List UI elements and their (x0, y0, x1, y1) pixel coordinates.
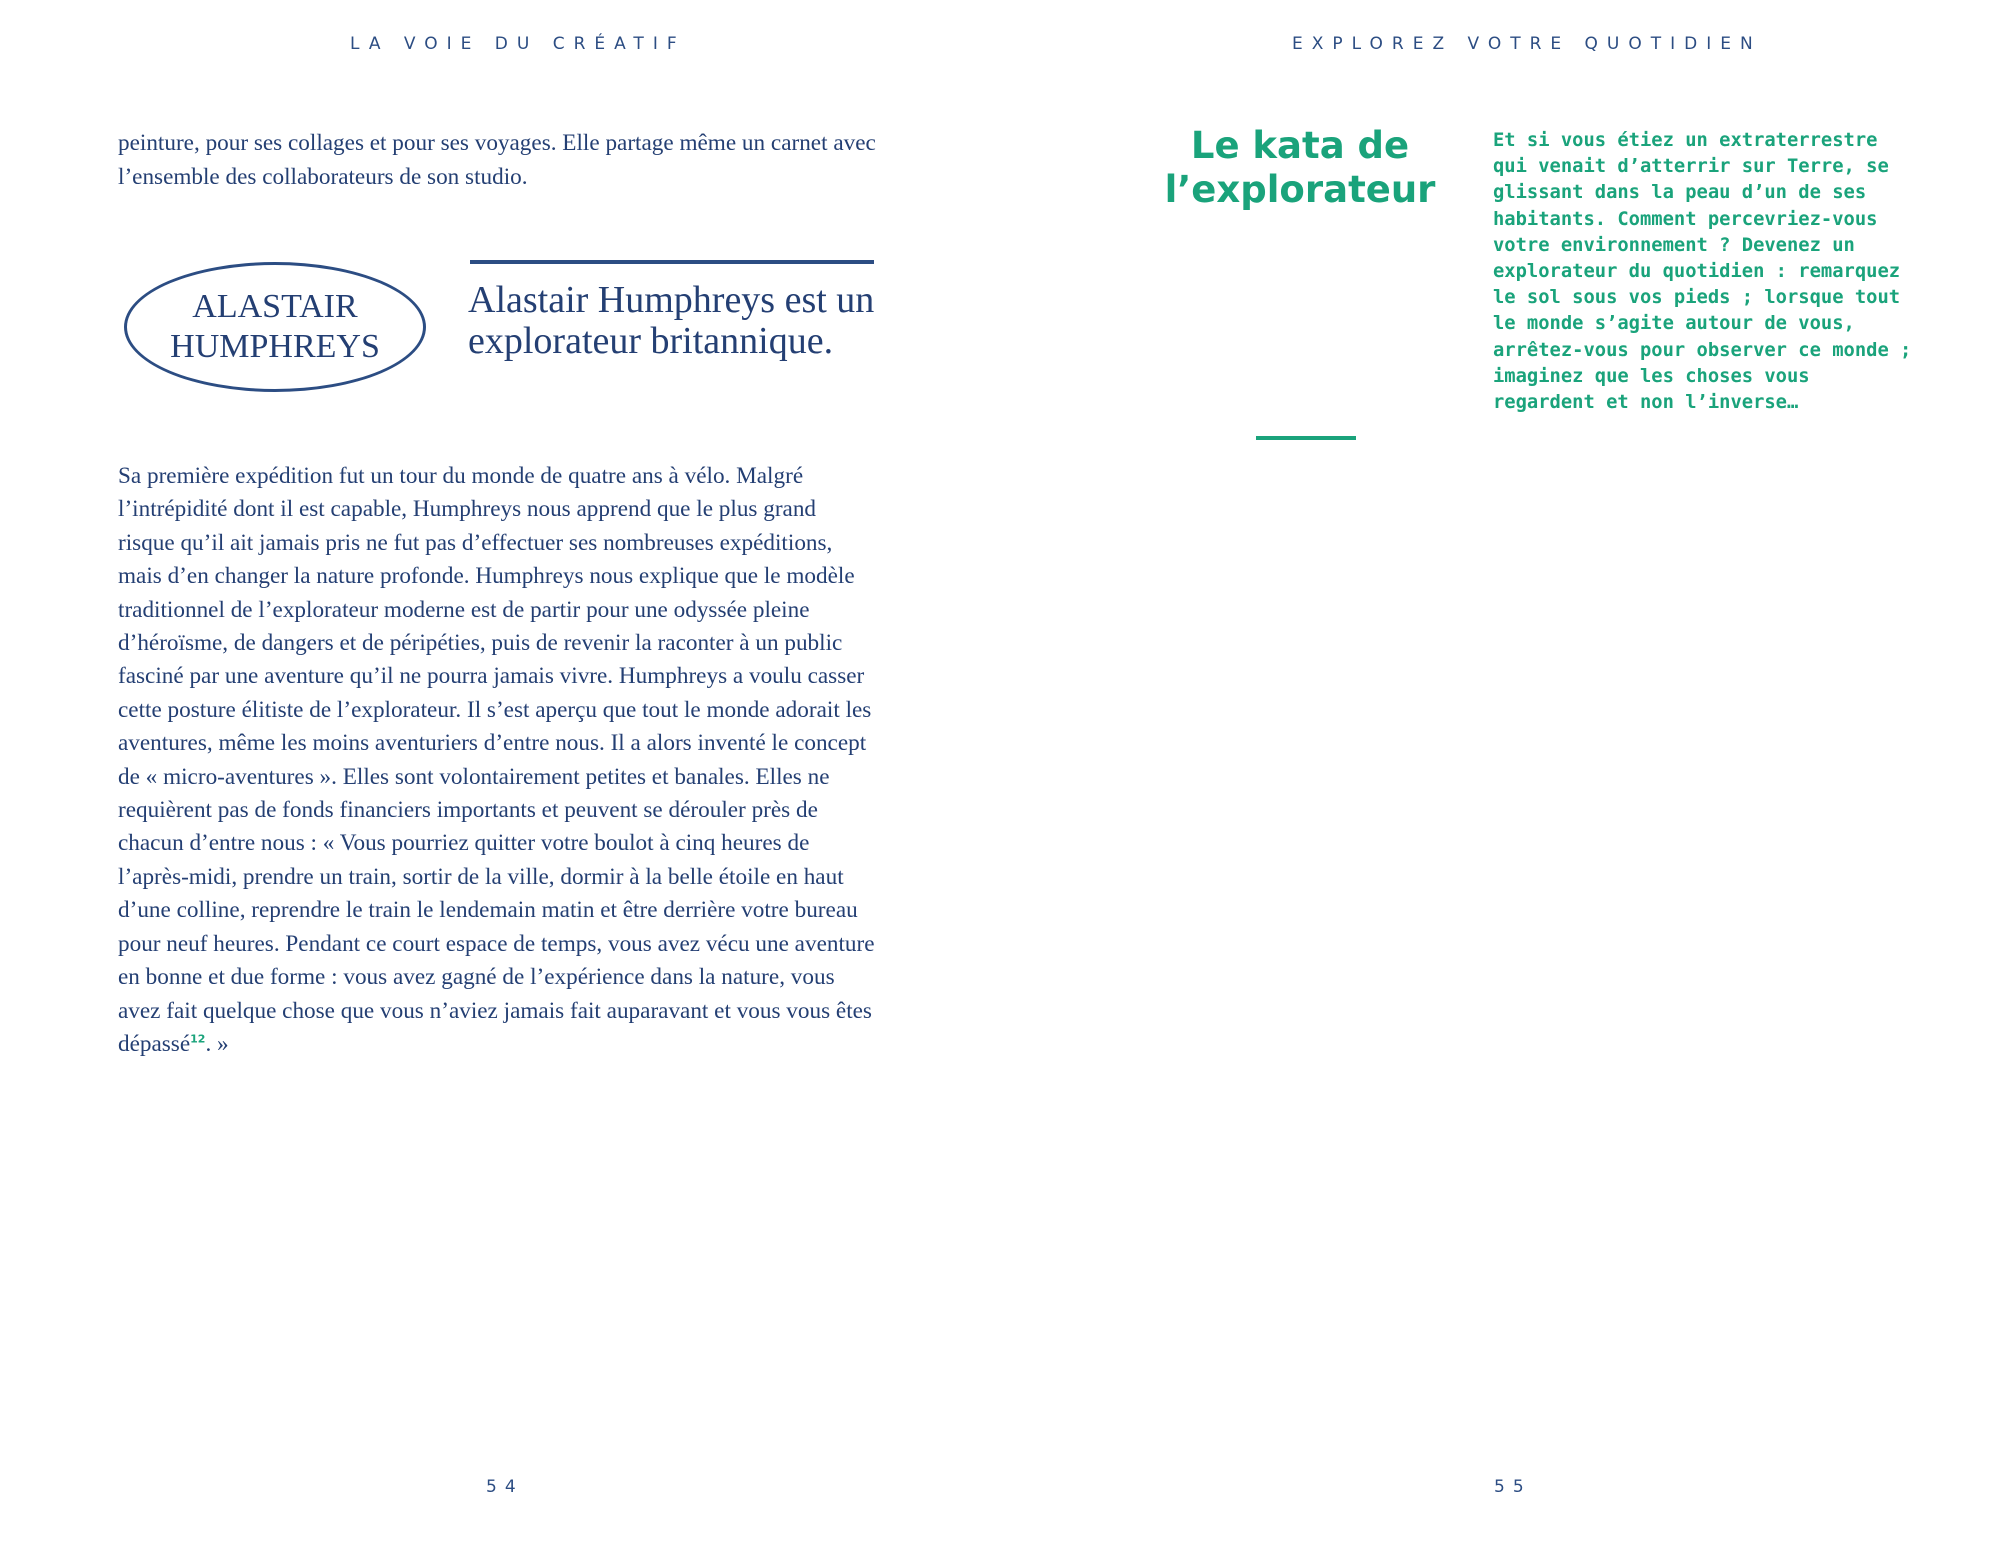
page-number-right: 55 (1494, 1477, 1532, 1497)
running-head-left: LA VOIE DU CRÉATIF (350, 34, 686, 54)
running-head-right: EXPLOREZ VOTRE QUOTIDIEN (1292, 34, 1762, 54)
body-paragraph (118, 460, 878, 1061)
right-page (1000, 0, 2000, 1555)
name-badge-oval (124, 262, 426, 392)
footnote-reference: 12 (190, 1032, 206, 1046)
body-paragraph-text: Sa première expédition fut un tour du monde de quatre ans à vélo. Malgré l’intrépidité dont il est capable, Humphreys nous apprend que le plus grand risque qu’il ait jamais pris ne fut pas d’effectuer ses nombreuses expéditions, mais d’en changer la nature profonde. Humphreys nous explique que le modèle traditionnel de l’explorateur moderne est de partir pour une odyssée pleine d’héroïsme, de dangers et de péripéties, puis de revenir la raconter à un public fasciné par une aventure qu’il ne pourra jamais vivre. Humphreys a voulu casser cette posture élitiste de l’explorateur. Il s’est aperçu que tout le monde adorait les aventures, même les moins aventuriers d’entre nous. Il a alors inventé le concept de « micro-aventures ». Elles sont volontairement petites et banales. Elles ne requièrent pas de fonds financiers importants et peuvent se dérouler près de chacun d’entre nous : « Vous pourriez quitter votre boulot à cinq heures de l’après-midi, prendre un train, sortir de la ville, dormir à la belle étoile en haut d’une colline, reprendre le train le lendemain matin et être derrière votre bureau pour neuf heures. Pendant ce court espace de temps, vous avez vécu une aventure en bonne et due forme : vous avez gagné de l’expérience dans la nature, vous avez fait quelque chose que vous n’aviez jamais fait auparavant et vous vous êtes dépassé (118, 463, 875, 1057)
pull-quote-rule (470, 260, 874, 264)
kata-title: Le kata de l’explorateur (1164, 124, 1436, 211)
body-paragraph-end: . » (205, 1030, 229, 1057)
kata-title-rule (1256, 436, 1356, 440)
kata-text: Et si vous étiez un extraterrestre qui venait d’atterrir sur Terre, se glissant dans la peau d’un de ses habitants. Comment percevriez-vous votre environnement ? Devenez un explorateur du quotidien : remarquez le sol sous vos pieds ; lorsque tout le monde s’agite autour de vous, arrêtez-vous pour observer ce monde ; imaginez que les choses vous regardent et non l’inverse… (1493, 130, 1912, 414)
pull-quote: Alastair Humphreys est un explorateur britannique. (468, 279, 875, 362)
page-number-left: 54 (486, 1477, 524, 1497)
name-badge-text: ALASTAIR HUMPHREYS (170, 288, 380, 365)
intro-paragraph: peinture, pour ses collages et pour ses voyages. Elle partage même un carnet avec l’ensemble des collaborateurs de son studio. (118, 130, 876, 190)
